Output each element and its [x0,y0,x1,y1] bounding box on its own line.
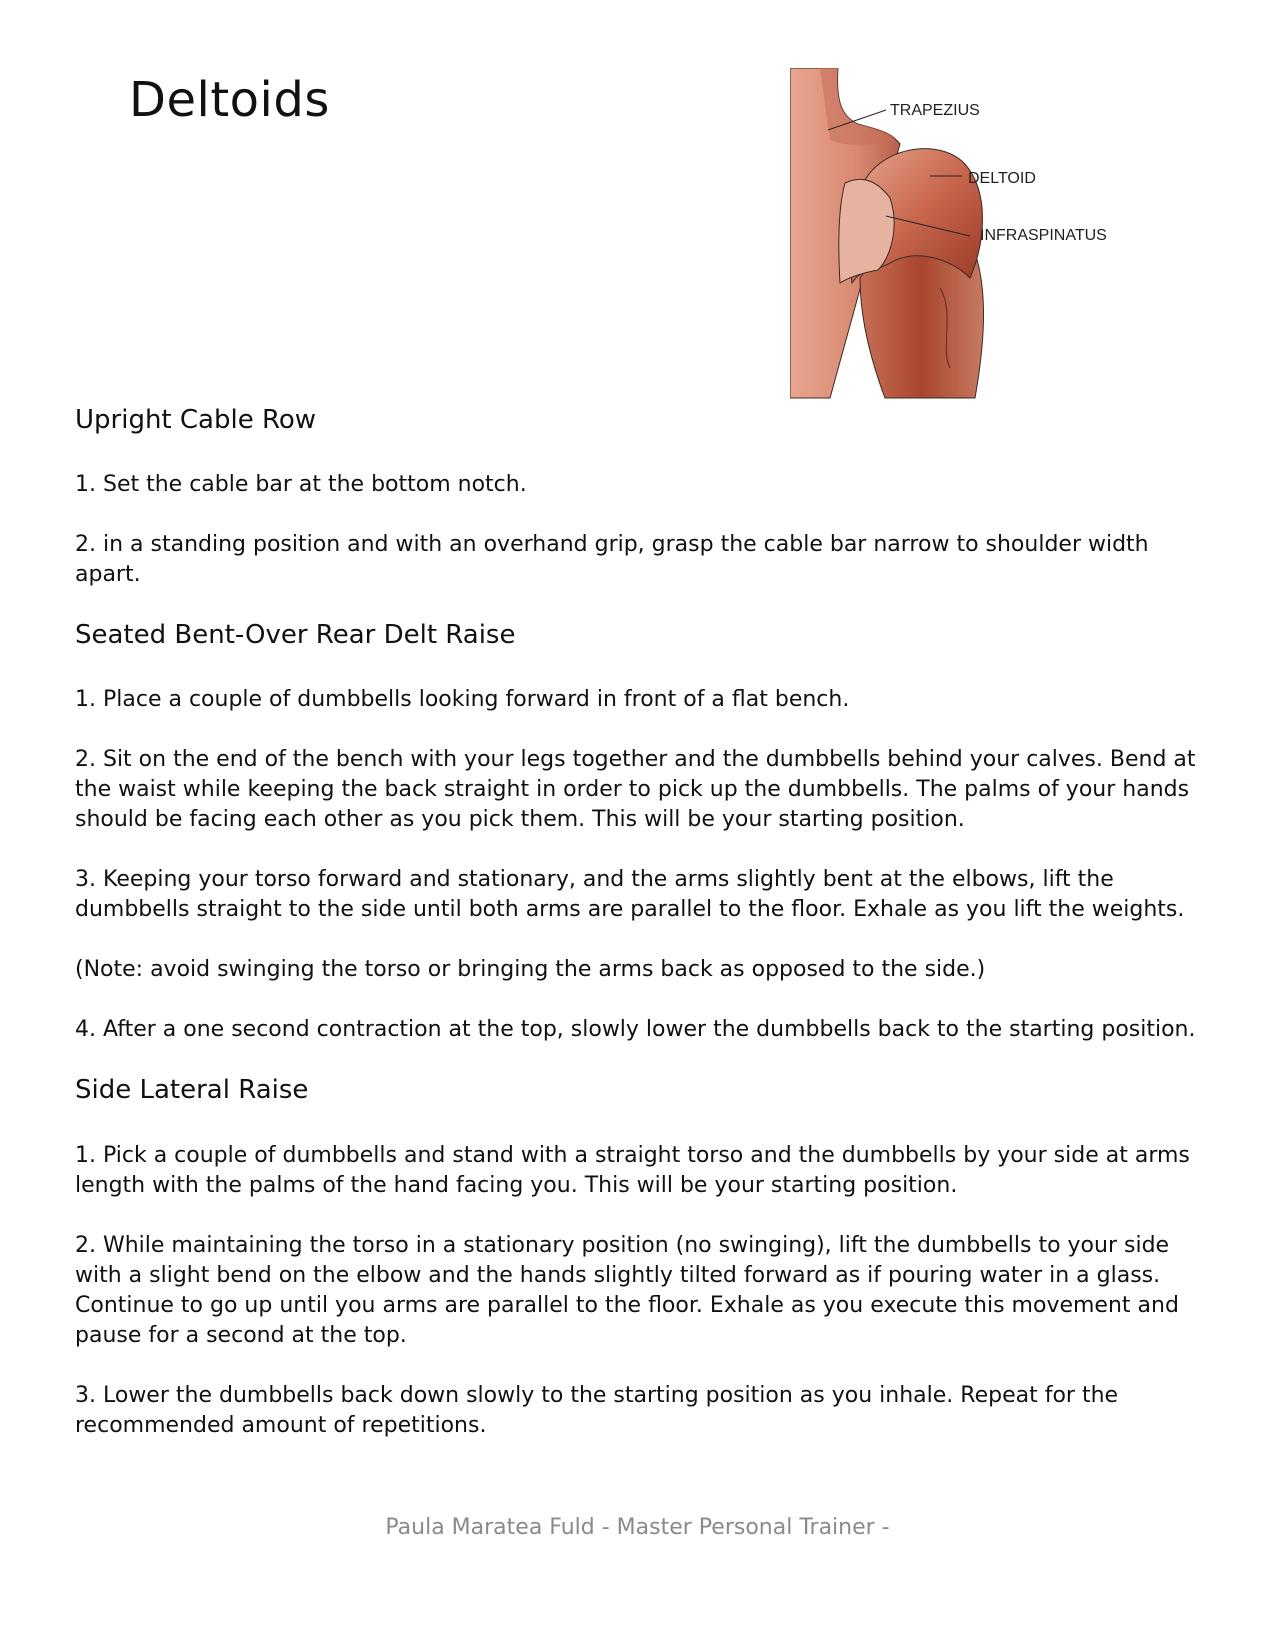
shoulder-anatomy-svg [790,68,1210,403]
section-title: Upright Cable Row [75,405,317,435]
step-paragraph: 3. Lower the dumbbells back down slowly to the starting position as you inhale. Repeat for the recommended amount of repetitions. [75,1382,1119,1438]
section-title: Seated Bent-Over Rear Delt Raise [75,620,516,651]
section-upright-cable-row [75,405,1205,590]
step-paragraph: 1. Place a couple of dumbbells looking forward in front of a flat bench. [75,687,850,713]
step-paragraph: 2. Sit on the end of the bench with your legs together and the dumbbells behind your calves. Bend at the waist while keeping the back straight in order to pick up the dumbbells. The palms of your hands should be facing each other as you pick them. This will be your starting position. [75,747,1196,833]
label-deltoid: DELTOID [968,170,1036,187]
step-paragraph: 4. After a one second contraction at the top, slowly lower the dumbbells back to the starting position. [75,1017,1196,1043]
note-paragraph: (Note: avoid swinging the torso or bringing the arms back as opposed to the side.) [75,957,986,983]
page-title: Deltoids [129,72,330,128]
step-paragraph: 3. Keeping your torso forward and stationary, and the arms slightly bent at the elbows, lift the dumbbells straight to the side until both arms are parallel to the floor. Exhale as you lift the weights. [75,867,1185,923]
label-trapezius: TRAPEZIUS [890,102,980,119]
trapezius-shape [820,68,896,145]
step-paragraph: 1. Pick a couple of dumbbells and stand with a straight torso and the dumbbells by your side at arms length with the palms of the hand facing you. This will be your starting position. [75,1142,1190,1198]
section-title: Side Lateral Raise [75,1075,309,1106]
step-paragraph: 2. in a standing position and with an overhand grip, grasp the cable bar narrow to shoulder width apart. [75,532,1149,588]
section-rear-delt-raise [75,620,1205,1045]
page-footer: Paula Maratea Fuld - Master Personal Trainer - [385,1515,890,1540]
exercise-content [75,405,1205,1471]
step-paragraph: 1. Set the cable bar at the bottom notch. [75,472,527,498]
shoulder-anatomy-illustration [790,68,1210,403]
step-paragraph: 2. While maintaining the torso in a stationary position (no swinging), lift the dumbbells to your side with a slight bend on the elbow and the hands slightly tilted forward as if pouring water in a glass. Continue to go up until you arms are parallel to the floor. Exhale as you execute this movement and pause for a second at the top. [75,1232,1179,1348]
section-side-lateral-raise [75,1075,1205,1440]
label-infraspinatus: INFRASPINATUS [980,227,1107,244]
